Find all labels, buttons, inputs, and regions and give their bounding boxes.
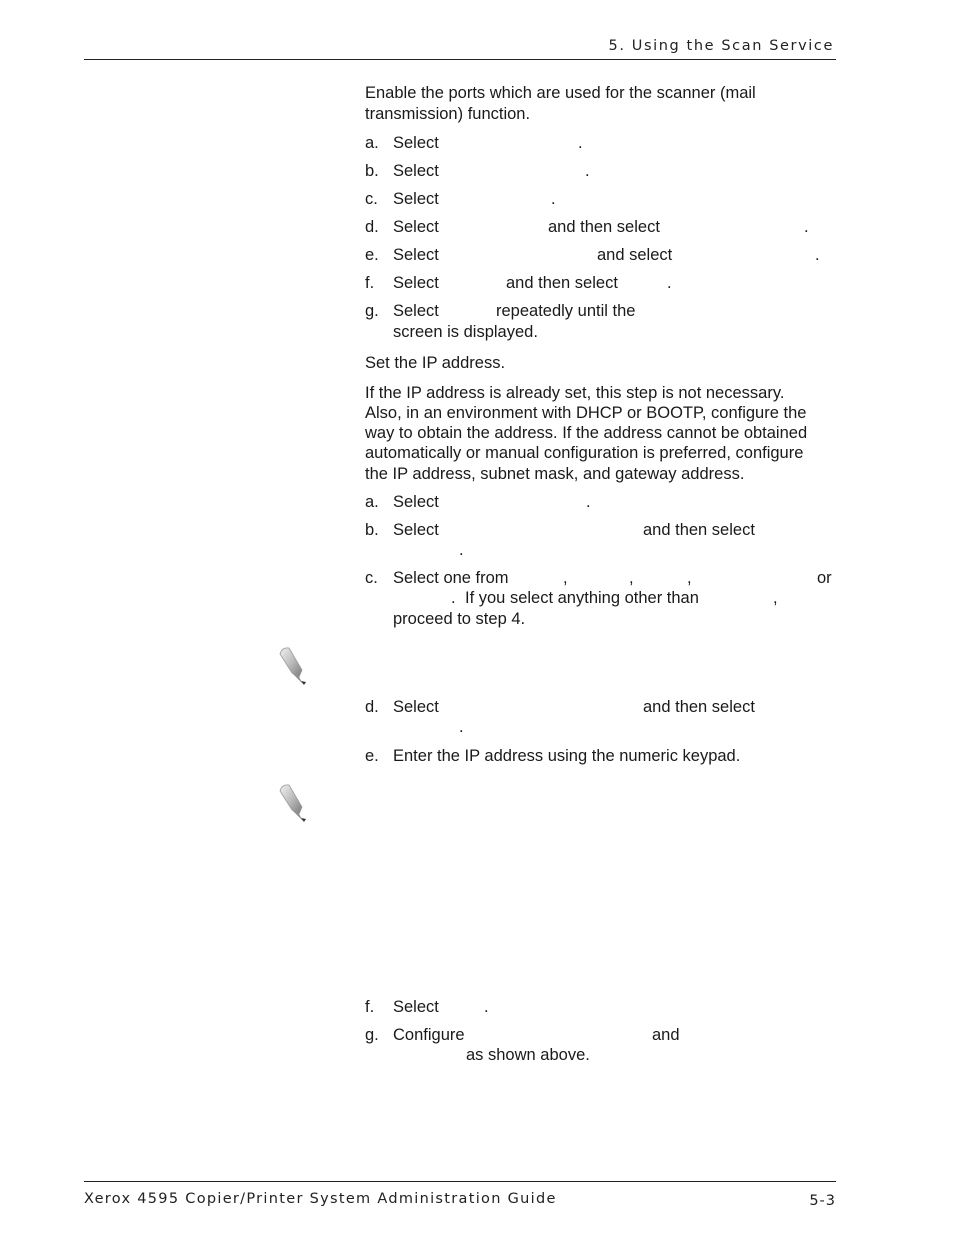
ip-paragraph-line-5: the IP address, subnet mask, and gateway address. xyxy=(365,465,745,483)
step-b2-text: Select xyxy=(393,521,439,539)
step-c2-letter: c. xyxy=(365,569,378,587)
step-d2-mid: and then select xyxy=(643,698,755,716)
ip-paragraph-line-2: Also, in an environment with DHCP or BOOTP, configure the xyxy=(365,404,807,422)
step-f2-text: Select xyxy=(393,998,439,1016)
step-a2-text: Select xyxy=(393,493,439,511)
step-g1-line2: screen is displayed. xyxy=(393,323,538,341)
step-e2-text: Enter the IP address using the numeric keypad. xyxy=(393,747,741,765)
step-b1-end: . xyxy=(585,162,590,180)
step-e1-text: Select xyxy=(393,246,439,264)
guide-title: Xerox 4595 Copier/Printer System Administration Guide xyxy=(84,1191,557,1207)
step-a2-letter: a. xyxy=(365,493,379,511)
step-c2-comma-2: , xyxy=(629,569,634,587)
set-ip-heading: Set the IP address. xyxy=(365,354,506,372)
step-c2-or: or xyxy=(817,569,832,587)
step-d1-letter: d. xyxy=(365,218,379,236)
step-c2-line2-dot: . xyxy=(451,589,456,607)
step-f1-mid: and then select xyxy=(506,274,618,292)
step-e1-letter: e. xyxy=(365,246,379,264)
step-c2-line2-text: If you select anything other than xyxy=(465,589,699,607)
step-d2-letter: d. xyxy=(365,698,379,716)
note-pencil-icon xyxy=(276,781,316,825)
step-g2-line2: as shown above. xyxy=(466,1046,590,1064)
intro-line-2: transmission) function. xyxy=(365,105,531,123)
step-b2-end: . xyxy=(459,541,464,559)
step-g2-letter: g. xyxy=(365,1026,379,1044)
step-f1-letter: f. xyxy=(365,274,375,292)
step-d2-text: Select xyxy=(393,698,439,716)
note-pencil-icon xyxy=(276,644,316,688)
ip-paragraph-line-4: automatically or manual configuration is preferred, configure xyxy=(365,444,804,462)
page-number: 5-3 xyxy=(809,1193,836,1209)
header-rule xyxy=(84,59,836,60)
step-g2-mid: and xyxy=(652,1026,680,1044)
step-b2-mid: and then select xyxy=(643,521,755,539)
footer-rule xyxy=(84,1181,836,1182)
step-f2-end: . xyxy=(484,998,489,1016)
ip-paragraph-line-1: If the IP address is already set, this step is not necessary. xyxy=(365,384,785,402)
step-c2-line2-comma: , xyxy=(773,589,778,607)
step-d1-mid: and then select xyxy=(548,218,660,236)
step-g1-mid: repeatedly until the xyxy=(496,302,636,320)
intro-line-1: Enable the ports which are used for the scanner (mail xyxy=(365,84,756,102)
step-d2-end: . xyxy=(459,718,464,736)
step-b1-letter: b. xyxy=(365,162,379,180)
step-c2-comma-3: , xyxy=(687,569,692,587)
step-e2-letter: e. xyxy=(365,747,379,765)
step-f1-text: Select xyxy=(393,274,439,292)
step-c2-comma-1: , xyxy=(563,569,568,587)
step-b1-text: Select xyxy=(393,162,439,180)
step-a1-end: . xyxy=(578,134,583,152)
step-e1-mid: and select xyxy=(597,246,673,264)
step-g1-letter: g. xyxy=(365,302,379,320)
step-c1-text: Select xyxy=(393,190,439,208)
step-a1-letter: a. xyxy=(365,134,379,152)
step-f1-end: . xyxy=(667,274,672,292)
step-c2-line3: proceed to step 4. xyxy=(393,610,526,628)
step-a1-text: Select xyxy=(393,134,439,152)
ip-paragraph-line-3: way to obtain the address. If the address cannot be obtained xyxy=(365,424,808,442)
step-b2-letter: b. xyxy=(365,521,379,539)
step-d1-end: . xyxy=(804,218,809,236)
step-f2-letter: f. xyxy=(365,998,375,1016)
step-e1-end: . xyxy=(815,246,820,264)
step-d1-text: Select xyxy=(393,218,439,236)
step-c1-end: . xyxy=(551,190,556,208)
step-c2-text: Select one from xyxy=(393,569,509,587)
step-a2-end: . xyxy=(586,493,591,511)
step-c1-letter: c. xyxy=(365,190,378,208)
step-g1-text: Select xyxy=(393,302,439,320)
section-title: 5. Using the Scan Service xyxy=(608,38,834,54)
step-g2-text: Configure xyxy=(393,1026,465,1044)
